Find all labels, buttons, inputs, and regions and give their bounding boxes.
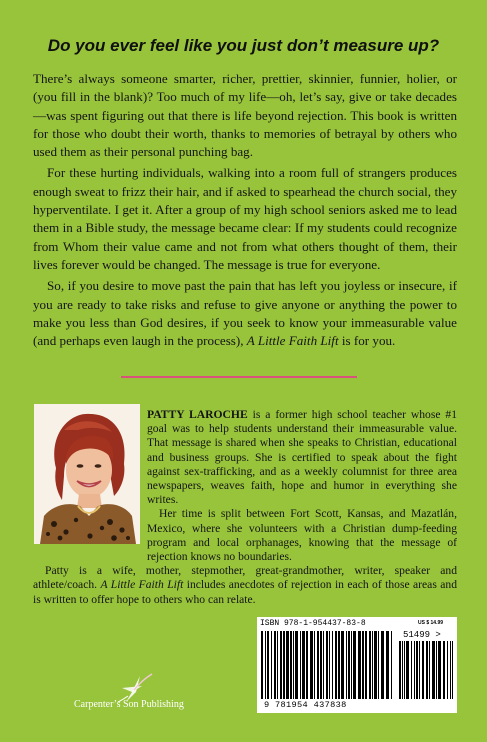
author-bio xyxy=(33,408,457,607)
author-name: PATTY LAROCHE xyxy=(147,408,248,421)
addon-number: 51499 xyxy=(403,630,431,640)
blurb-paragraph-2: For these hurting individuals, walking into a room full of strangers produces enough sweat to frizz their hair, and if asked to spearhead the church social, they hyperventilate. I get it. After a group of my high school seniors asked me to lead them in a Bible study, the message became clear: If my students could recognize from Whom their value came and not from what others thought of them, their lives forever would be changed. The message is true for everyone. xyxy=(33,165,457,272)
bio-p3-text: Patty is a wife, mother, stepmother, great-grandmother, writer, speaker and athlete/coach. xyxy=(33,564,457,592)
bio-book-title-italic: A Little Faith Lift xyxy=(100,578,184,592)
headline: Do you ever feel like you just don’t measure up? xyxy=(47,36,440,55)
bio-paragraph-2: Her time is split between Fort Scott, Kansas, and Mazatlán, Mexico, where she volunteers with a Christian dump-feeding program and local orphanages, knowing that the message of rejection knows no boundaries. xyxy=(147,507,457,564)
addon-marker: > xyxy=(435,630,441,640)
photo-float-spacer xyxy=(33,408,147,554)
pink-divider xyxy=(121,376,357,378)
bio-paragraph-3 xyxy=(33,564,457,607)
blurb-p3-text: So, if you desire to move past the pain that has left you joyless or insecure, if you are ready to take risks and refuse to give anyone or anything the power to make you less than God desires, if you seek to know your immeasurable value (and perhaps even laugh in the process), xyxy=(33,278,457,349)
bio-p3-end: includes anecdotes of rejection in each of those areas and is written to offer hope to others who can relate. xyxy=(33,578,457,606)
ean-digits: 9 781954 437838 xyxy=(264,700,347,710)
back-cover-blurb xyxy=(33,70,457,353)
isbn-barcode xyxy=(257,617,457,713)
addon-digits xyxy=(403,630,441,640)
price-label: US $ 14.99 xyxy=(418,620,444,626)
book-title-italic: A Little Faith Lift xyxy=(246,333,339,349)
isbn-label: ISBN 978-1-954437-83-8 xyxy=(260,619,366,628)
publisher-name: Carpenter’s Son Publishing xyxy=(74,699,184,710)
blurb-paragraph-1: There’s always someone smarter, richer, prettier, skinnier, funnier, holier, or (you fill in the blank)? Too much of my life—oh, let’s say, give or take decades—was spent figuring out that there is life beyond rejection. This book is written for those who doubt their worth, thanks to memories of betrayal by others who used them as their personal punching bag. xyxy=(33,71,457,160)
blurb-p3-end: is for you. xyxy=(338,333,396,349)
blurb-paragraph-3 xyxy=(33,277,457,350)
bio-p1-text: is a former high school teacher whose #1 goal was to help students understand their immeasurable value. That message is shared when she speaks to Christian, educational and business groups. She is certified to speak about the fight against sex-trafficking, and as a weekly columnist for three area newspapers, weaves faith, hope and humor in everything she writes. xyxy=(147,408,457,507)
